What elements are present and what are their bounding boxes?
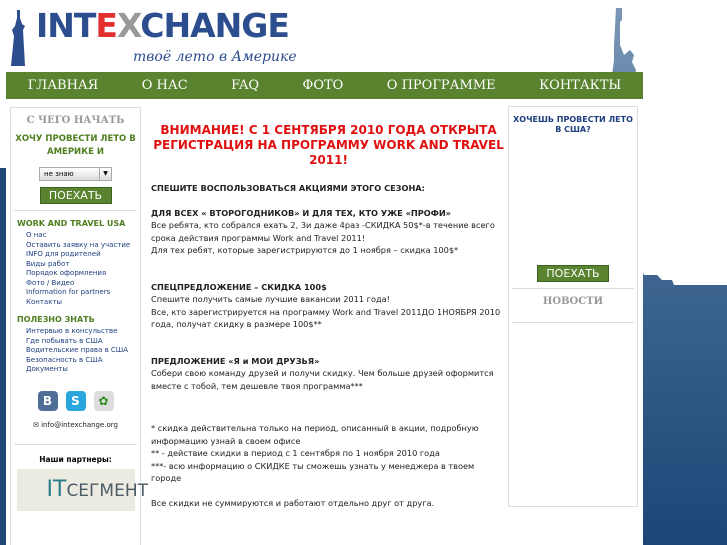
email-row xyxy=(11,420,140,430)
icq-icon[interactable]: ✿ xyxy=(94,391,114,411)
email-link[interactable]: info@intexchange.org xyxy=(41,420,119,429)
link-places[interactable]: Где побывать в США xyxy=(26,336,103,345)
nav-home[interactable]: ГЛАВНАЯ xyxy=(27,77,99,93)
link-jobs[interactable]: Виды работ xyxy=(26,259,70,268)
offer-text: Все, кто зарегистрируется на программу Work and Travel 2011ДО 1НОЯБРЯ 2010 года, получат скидку в размере 100$** xyxy=(151,306,501,329)
link-documents[interactable]: Документы xyxy=(26,365,68,373)
link-interview[interactable]: Интервью в консульстве xyxy=(26,327,118,335)
link-safety[interactable]: Безопасность в США xyxy=(26,355,103,364)
offer-text: Спешите получить самые лучшие вакансии 2011 года! xyxy=(151,294,390,304)
question-text: ХОЧЕШЬ ПРОВЕСТИ ЛЕТО В США? xyxy=(513,115,633,134)
link-parents[interactable]: INFO для родителей xyxy=(26,250,101,258)
start-title: С ЧЕГО НАЧАТЬ xyxy=(26,115,125,126)
site-logo[interactable] xyxy=(8,4,297,70)
divider xyxy=(14,210,137,211)
go-button-right[interactable]: ПОЕХАТЬ xyxy=(537,265,609,282)
headline: ВНИМАНИЕ! С 1 СЕНТЯБРЯ 2010 ГОДА ОТКРЫТА РЕГИСТРАЦИЯ НА ПРОГРАММУ WORK AND TRAVEL 2011! xyxy=(153,123,504,167)
destination-select[interactable] xyxy=(39,167,112,181)
link-about[interactable]: О нас xyxy=(26,231,47,239)
link-photo-video[interactable]: Фото / Видео xyxy=(26,278,75,287)
link-apply[interactable]: Оставить заявку на участие xyxy=(26,240,131,249)
offer-title: ПРЕДЛОЖЕНИЕ «Я и МОИ ДРУЗЬЯ» xyxy=(151,355,320,366)
divider xyxy=(14,444,137,445)
go-button[interactable]: ПОЕХАТЬ xyxy=(40,187,112,204)
main-nav xyxy=(6,72,643,99)
logo-tagline: твоё лето в Америке xyxy=(133,49,297,65)
select-value: не знаю xyxy=(44,170,74,178)
partner-logo-itsegment[interactable]: ITСЕГМЕНТ xyxy=(17,469,135,511)
logo-wordmark: INTEXCHANGE xyxy=(36,6,289,45)
offer-title: СПЕЦПРЕДЛОЖЕНИЕ – СКИДКА 100$ xyxy=(151,281,327,292)
nav-contacts[interactable]: КОНТАКТЫ xyxy=(539,77,622,93)
link-procedure[interactable]: Порядок оформления xyxy=(26,269,107,277)
envelope-icon: ✉ xyxy=(32,420,39,429)
skype-icon[interactable]: S xyxy=(66,391,86,411)
left-sidebar xyxy=(10,107,148,545)
want-text: ХОЧУ ПРОВЕСТИ ЛЕТО В АМЕРИКЕ И xyxy=(15,134,136,157)
divider xyxy=(512,322,634,323)
intro: СПЕШИТЕ ВОСПОЛЬЗОВАТЬСЯ АКЦИЯМИ ЭТОГО СЕЗОНА: xyxy=(151,183,425,193)
footnote: ** - действие скидки в период с 1 сентября по 1 ноября 2010 года xyxy=(151,448,440,458)
offer-title: ДЛЯ ВСЕХ « ВТОРОГОДНИКОВ» И ДЛЯ ТЕХ, КТО УЖЕ «ПРОФИ» xyxy=(151,207,451,218)
right-sidebar xyxy=(508,106,638,507)
social-links xyxy=(11,391,140,411)
footnote: * скидка действительна только на период, описанный в акции, подробную информацию узнай в своем офисе xyxy=(151,423,479,446)
partners-title: Наши партнеры: xyxy=(39,454,112,464)
page-body xyxy=(6,99,643,545)
nav-photo[interactable]: ФОТО xyxy=(302,77,344,93)
section-title-useful: ПОЛЕЗНО ЗНАТЬ xyxy=(17,315,95,324)
link-license[interactable]: Водительские права в США xyxy=(26,346,129,354)
vkontakte-icon[interactable]: В xyxy=(38,391,58,411)
divider xyxy=(512,288,634,289)
footnote: ***- всю информацию о СКИДКЕ ты сможешь узнать у менеджера в твоем городе xyxy=(151,460,475,483)
section-title-wat: WORK AND TRAVEL USA xyxy=(17,219,126,228)
link-partners[interactable]: Information for partners xyxy=(26,288,111,296)
nav-program[interactable]: О ПРОГРАММЕ xyxy=(386,77,496,93)
nav-faq[interactable]: FAQ xyxy=(231,77,260,93)
footer-note: Все скидки не суммируются и работают отдельно друг от друга. xyxy=(151,497,435,508)
link-contacts[interactable]: Контакты xyxy=(26,297,63,306)
offer-text: Для тех ребят, которые зарегистрируются до 1 ноября – скидка 100$* xyxy=(151,245,459,255)
main-content xyxy=(151,123,506,521)
offer-text: Собери свою команду друзей и получи скидку. Чем больше друзей оформится вместе с тобой, тем дешевле твоя программа*** xyxy=(151,368,494,391)
offer-text: Все ребята, кто собрался ехать 2, 3и даже 4раз -СКИДКА 50$*-в течение всего срока действия программы Work and Travel 2011! xyxy=(151,220,495,243)
chevron-down-icon: ▼ xyxy=(99,168,111,180)
news-title: НОВОСТИ xyxy=(542,296,604,307)
nav-about[interactable]: О НАС xyxy=(141,77,188,93)
